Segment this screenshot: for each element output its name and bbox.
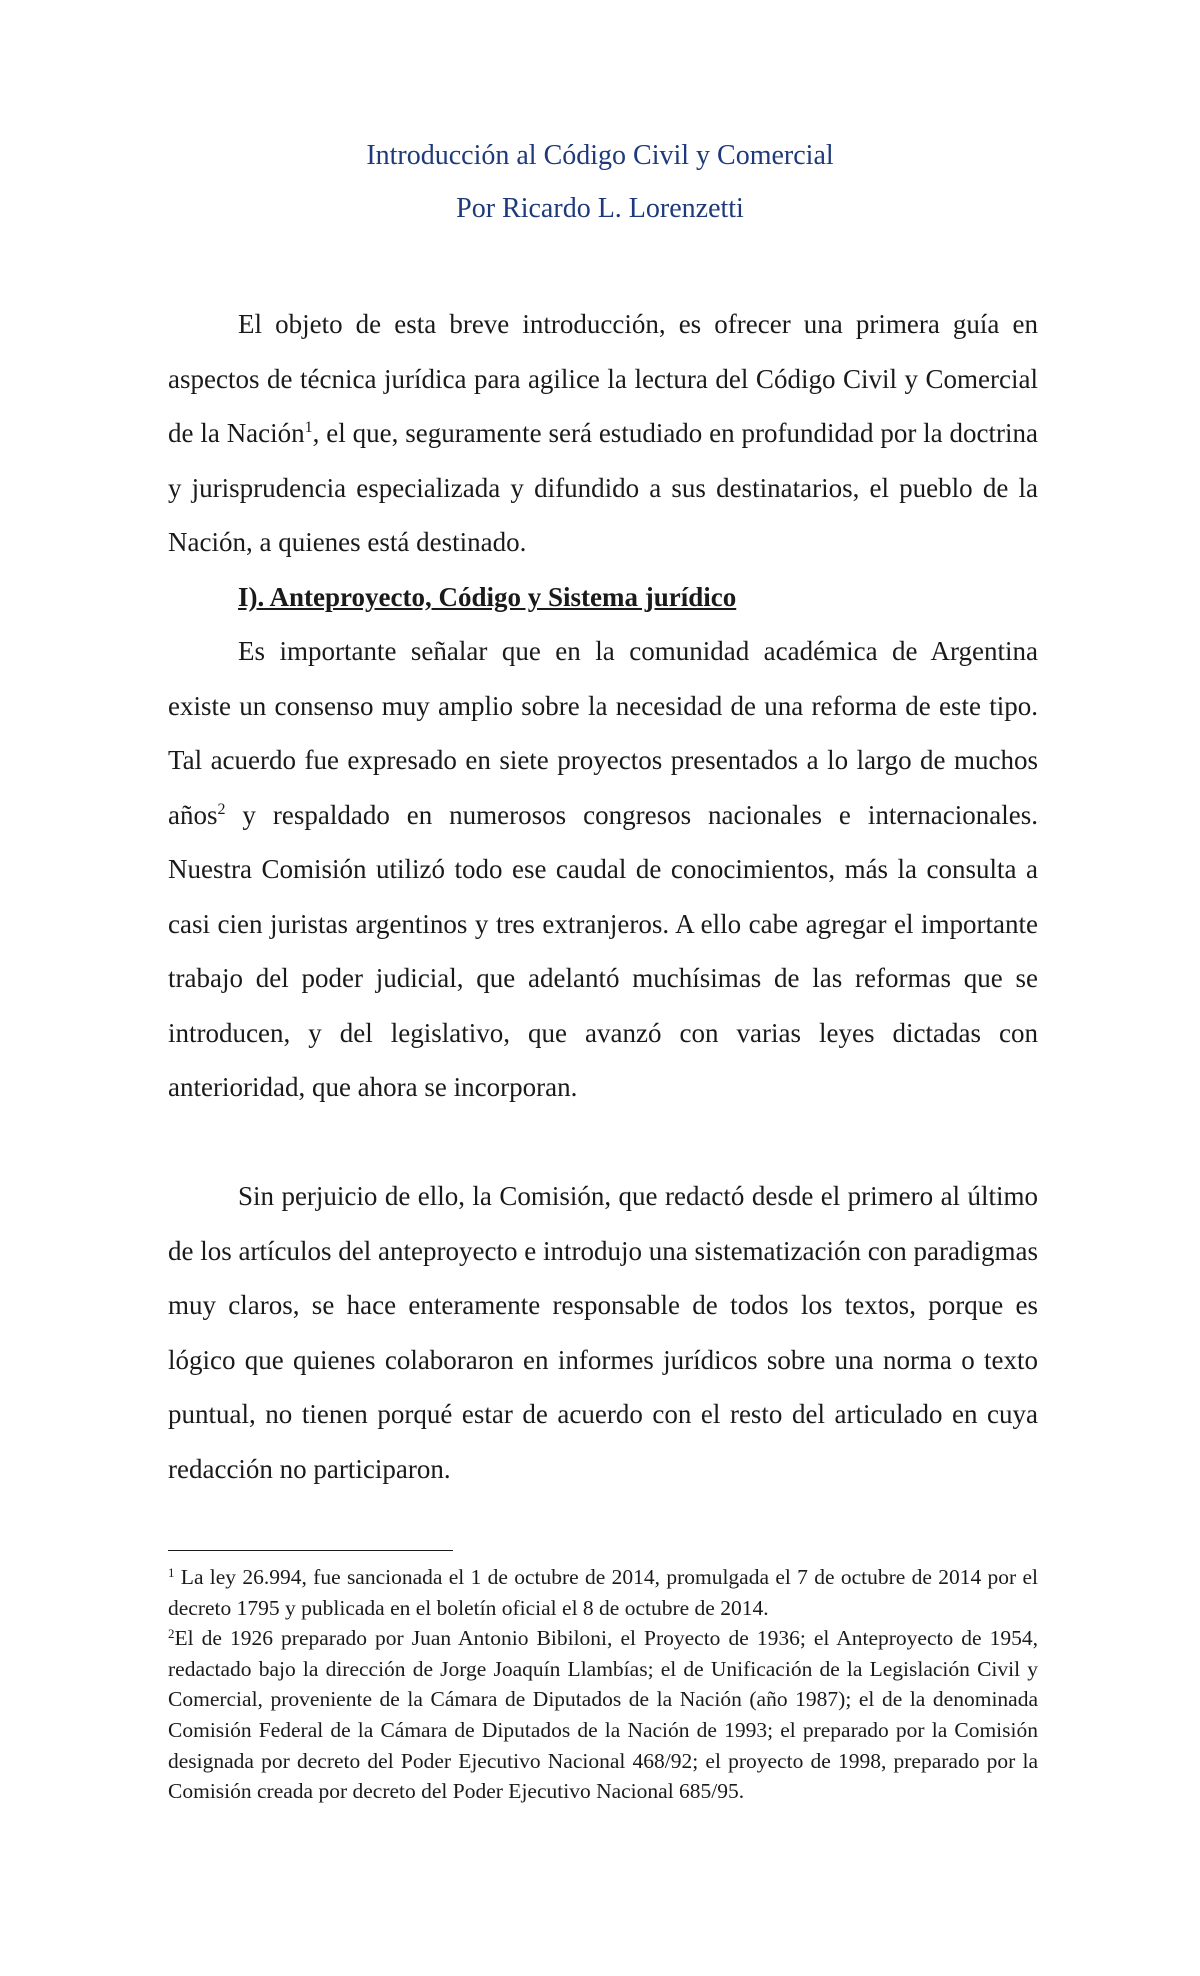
paragraph-3-text: Sin perjuicio de ello, la Comisión, que redactó desde el primero al último de los artículos del anteproyecto e introdujo una sistematización con paradigmas muy claros, se hace enteramente responsable de todos los textos, porque es lógico que quienes colaboraron en informes jurídicos sobre una norma o texto puntual, no tienen porqué estar de acuerdo con el resto del articulado en cuya redacción no participaron.: [168, 1181, 1038, 1484]
footnote-separator: [168, 1550, 453, 1551]
footnote-1: [168, 1562, 1038, 1623]
paragraph-2-text-cont: y respaldado en numerosos congresos nacionales e internacionales. Nuestra Comisión utilizó todo ese caudal de conocimientos, más la consulta a casi cien juristas argentinos y tres extranjeros. A ello cabe agregar el importante trabajo del poder judicial, que adelantó muchísimas de las reformas que se introducen, y del legislativo, que avanzó con varias leyes dictadas con anterioridad, que ahora se incorporan.: [168, 799, 1038, 1102]
footnotes: [168, 1562, 1038, 1807]
paragraph-1-text: El objeto de esta breve introducción, es ofrecer una primera guía en aspectos de técnica jurídica para agilice la lectura del Código Civil y Comercial de la Nación: [168, 309, 1038, 448]
footnote-1-text: La ley 26.994, fue sancionada el 1 de octubre de 2014, promulgada el 7 de octubre de 2014 por el decreto 1795 y publicada en el boletín oficial el 8 de octubre de 2014.: [168, 1565, 1038, 1620]
paragraph-2-text: Es importante señalar que en la comunidad académica de Argentina existe un consenso muy amplio sobre la necesidad de una reforma de este tipo. Tal acuerdo fue expresado en siete proyectos presentados a lo largo de muchos años: [168, 636, 1038, 830]
section-heading: I). Anteproyecto, Código y Sistema jurídico: [238, 582, 737, 612]
body-paragraph-3: [168, 1169, 1038, 1496]
body-paragraph-1: [168, 297, 1038, 570]
document-author: Por Ricardo L. Lorenzetti: [456, 193, 744, 224]
document-title: Introducción al Código Civil y Comercial: [366, 140, 834, 171]
footnote-2-text: El de 1926 preparado por Juan Antonio Bibiloni, el Proyecto de 1936; el Anteproyecto de 1954, redactado bajo la dirección de Jorge Joaquín Llambías; el de Unificación de la Legislación Civil y Comercial, proveniente de la Cámara de Diputados de la Nación (año 1987); el de la denominada Comisión Federal de la Cámara de Diputados de la Nación de 1993; el preparado por la Comisión designada por decreto del Poder Ejecutivo Nacional 468/92; el proyecto de 1998, preparado por la Comisión creada por decreto del Poder Ejecutivo Nacional 685/95.: [168, 1626, 1038, 1804]
footnote-ref-2: 2: [217, 800, 226, 818]
footnote-1-marker: 1: [168, 1565, 175, 1580]
body-paragraph-2: [168, 624, 1038, 1115]
footnote-2: [168, 1623, 1038, 1807]
paragraph-1-text-cont: , el que, seguramente será estudiado en profundidad por la doctrina y jurisprudencia especializada y difundido a sus destinatarios, el pueblo de la Nación, a quienes está destinado.: [168, 418, 1038, 557]
footnote-ref-1: 1: [304, 419, 313, 436]
footnote-2-marker: 2: [168, 1626, 175, 1642]
